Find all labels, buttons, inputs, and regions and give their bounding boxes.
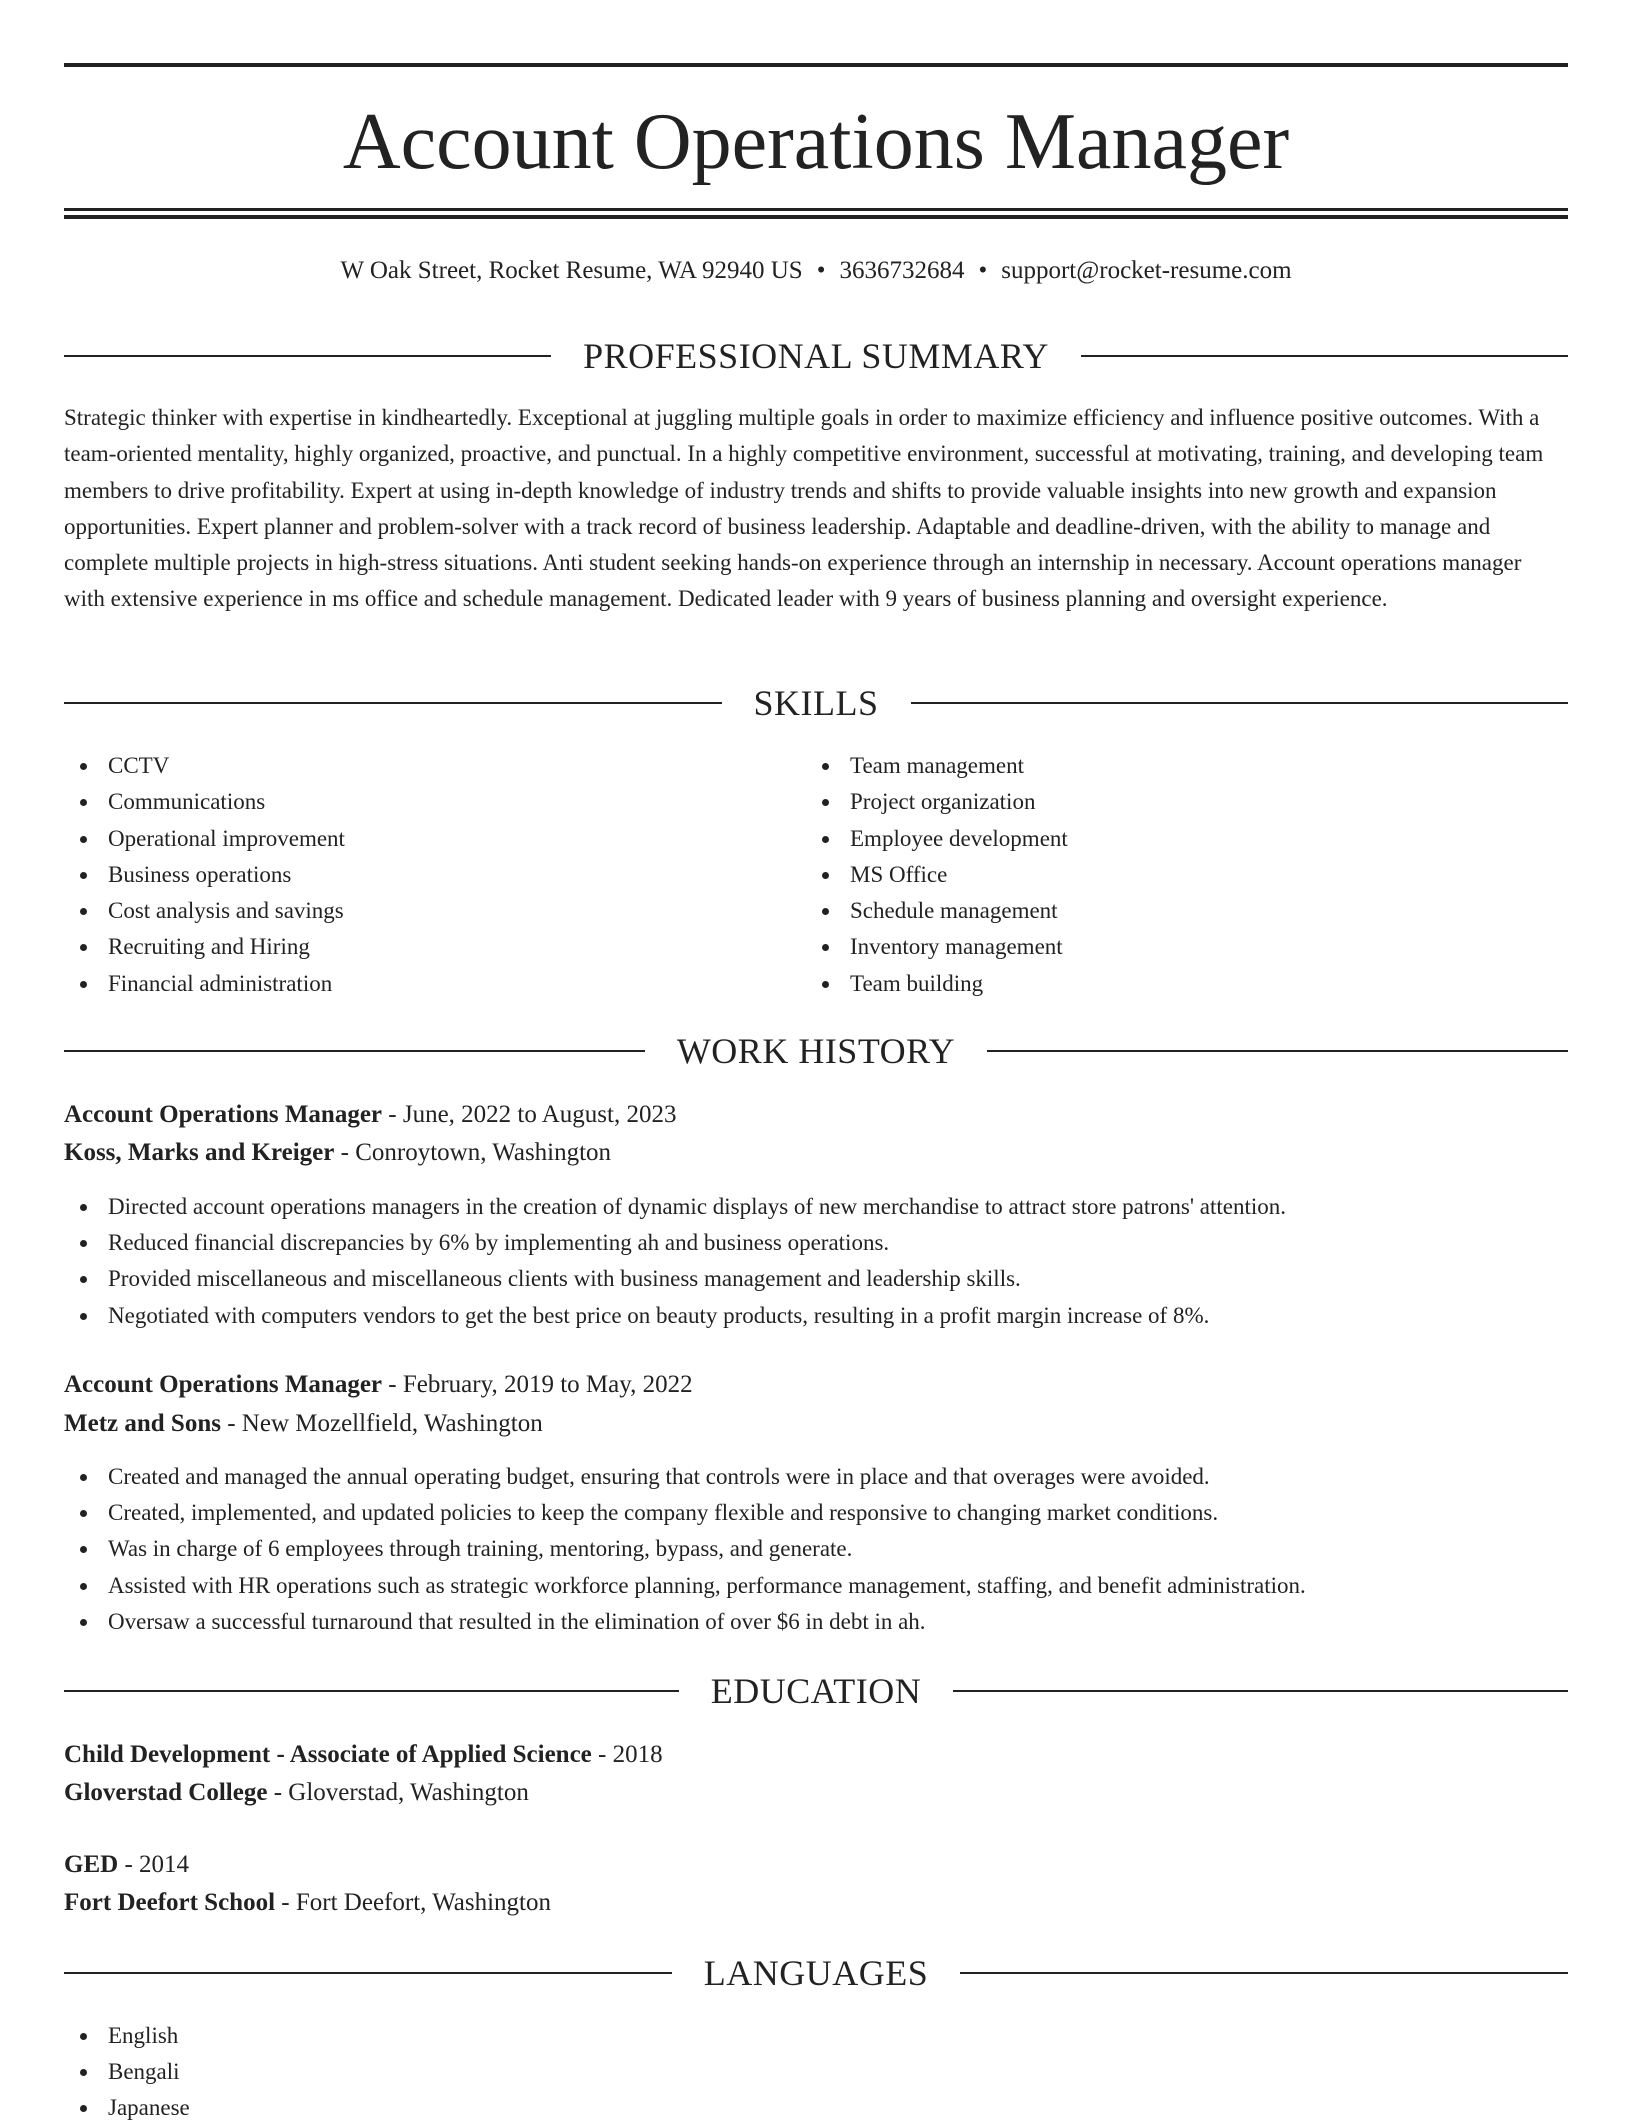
divider-line <box>64 702 722 704</box>
skill-item: Schedule management <box>806 893 1068 929</box>
divider-line <box>64 1972 672 1974</box>
job-duty-item: Reduced financial discrepancies by 6% by implementing ah and business operations. <box>64 1225 1568 1261</box>
job-duty-item: Directed account operations managers in the creation of dynamic displays of new merchandise to attract store patrons' attention. <box>64 1189 1568 1225</box>
job-title: Account Operations Manager <box>64 1371 383 1398</box>
job-location: - Conroytown, Washington <box>334 1139 612 1166</box>
divider-line <box>960 1972 1568 1974</box>
language-item: English <box>64 2018 1568 2054</box>
job-duty-item: Negotiated with computers vendors to get the best price on beauty products, resulting in a profit margin increase of 8%. <box>64 1298 1568 1334</box>
job-duties-list <box>64 1189 1568 1334</box>
contact-line <box>64 254 1568 288</box>
school-location: - Gloverstad, Washington <box>267 1779 529 1806</box>
degree-name: Child Development - Associate of Applied Science <box>64 1741 592 1768</box>
skill-item: Team building <box>806 966 1068 1002</box>
section-header-summary <box>64 336 1568 376</box>
job-title-line <box>64 1366 1568 1404</box>
divider-line <box>911 702 1569 704</box>
divider-line <box>987 1050 1568 1052</box>
degree-year: - 2018 <box>591 1741 663 1768</box>
header-rule-lower <box>64 215 1568 219</box>
section-header-work <box>64 1031 1568 1071</box>
skill-item: Operational improvement <box>64 821 345 857</box>
degree-line <box>64 1846 1568 1884</box>
job-duty-item: Created, implemented, and updated policies to keep the company flexible and responsive to changing market conditions. <box>64 1495 1568 1531</box>
divider-line <box>64 355 551 357</box>
language-item: Japanese <box>64 2090 1568 2126</box>
language-item: Bengali <box>64 2054 1568 2090</box>
degree-name: GED <box>64 1851 119 1878</box>
job-dates: - June, 2022 to August, 2023 <box>382 1101 677 1128</box>
top-rule <box>64 63 1568 67</box>
job-duty-item: Created and managed the annual operating budget, ensuring that controls were in place and that overages were avoided. <box>64 1459 1568 1495</box>
skill-item: Project organization <box>806 784 1068 820</box>
school-line <box>64 1884 1568 1922</box>
school-name: Fort Deefort School <box>64 1889 276 1916</box>
skills-list-left <box>64 748 345 1002</box>
section-header-languages <box>64 1953 1568 1993</box>
job-title-line <box>64 1096 1568 1134</box>
job-duties-list <box>64 1459 1568 1640</box>
job-company-line <box>64 1134 1568 1172</box>
job-duty-item: Oversaw a successful turnaround that resulted in the elimination of over $6 in debt in ah. <box>64 1604 1568 1640</box>
school-line <box>64 1774 1568 1812</box>
section-header-education <box>64 1671 1568 1711</box>
contact-separator: • <box>978 257 988 284</box>
skills-list-right <box>806 748 1068 1002</box>
skill-item: Financial administration <box>64 966 345 1002</box>
divider-line <box>1081 355 1568 357</box>
section-title-languages: LANGUAGES <box>703 1953 929 1993</box>
skill-item: Communications <box>64 784 345 820</box>
job-duty-item: Assisted with HR operations such as strategic workforce planning, performance management, staffing, and benefit administration. <box>64 1568 1568 1604</box>
summary-text: Strategic thinker with expertise in kindheartedly. Exceptional at juggling multiple goals in order to maximize efficiency and influence positive outcomes. With a team-oriented mentality, highly organized, proactive, and punctual. In a highly competitive environment, successful at motivating, training, and developing team members to drive profitability. Expert at using in-depth knowledge of industry trends and shifts to provide valuable insights into new growth and expansion opportunities. Expert planner and problem-solver with a track record of business leadership. Adaptable and deadline-driven, with the ability to manage and complete multiple projects in high-stress situations. Anti student seeking hands-on experience through an internship in necessary. Account operations manager with extensive experience in ms office and schedule management. Dedicated leader with 9 years of business planning and oversight experience. <box>64 405 1544 612</box>
divider-line <box>953 1690 1568 1692</box>
skill-item: Business operations <box>64 857 345 893</box>
skill-item: Cost analysis and savings <box>64 893 345 929</box>
languages-list <box>64 2018 1568 2127</box>
contact-phone: 3636732684 <box>839 257 965 284</box>
candidate-name: Account Operations Manager <box>342 98 1290 186</box>
contact-email: support@rocket-resume.com <box>1001 257 1292 284</box>
divider-line <box>64 1690 679 1692</box>
degree-line <box>64 1736 1568 1774</box>
skill-item: Recruiting and Hiring <box>64 929 345 965</box>
job-duty-item: Was in charge of 6 employees through training, mentoring, bypass, and generate. <box>64 1531 1568 1567</box>
section-title-work: WORK HISTORY <box>676 1031 956 1071</box>
skill-item: Inventory management <box>806 929 1068 965</box>
header-rule-upper <box>64 208 1568 211</box>
job-company: Metz and Sons <box>64 1410 221 1437</box>
job-dates: - February, 2019 to May, 2022 <box>382 1371 693 1398</box>
job-title: Account Operations Manager <box>64 1101 383 1128</box>
contact-separator: • <box>816 257 826 284</box>
school-location: - Fort Deefort, Washington <box>275 1889 551 1916</box>
job-location: - New Mozellfield, Washington <box>220 1410 543 1437</box>
degree-year: - 2014 <box>118 1851 190 1878</box>
skill-item: CCTV <box>64 748 345 784</box>
job-company: Koss, Marks and Kreiger <box>64 1139 335 1166</box>
section-title-summary: PROFESSIONAL SUMMARY <box>583 336 1049 376</box>
section-title-skills: SKILLS <box>753 683 879 723</box>
divider-line <box>64 1050 645 1052</box>
section-header-skills <box>64 683 1568 723</box>
job-company-line <box>64 1405 1568 1443</box>
job-duty-item: Provided miscellaneous and miscellaneous clients with business management and leadership skills. <box>64 1261 1568 1297</box>
section-title-education: EDUCATION <box>710 1671 922 1711</box>
skill-item: Team management <box>806 748 1068 784</box>
school-name: Gloverstad College <box>64 1779 268 1806</box>
contact-address: W Oak Street, Rocket Resume, WA 92940 US <box>340 257 803 284</box>
skill-item: MS Office <box>806 857 1068 893</box>
skill-item: Employee development <box>806 821 1068 857</box>
